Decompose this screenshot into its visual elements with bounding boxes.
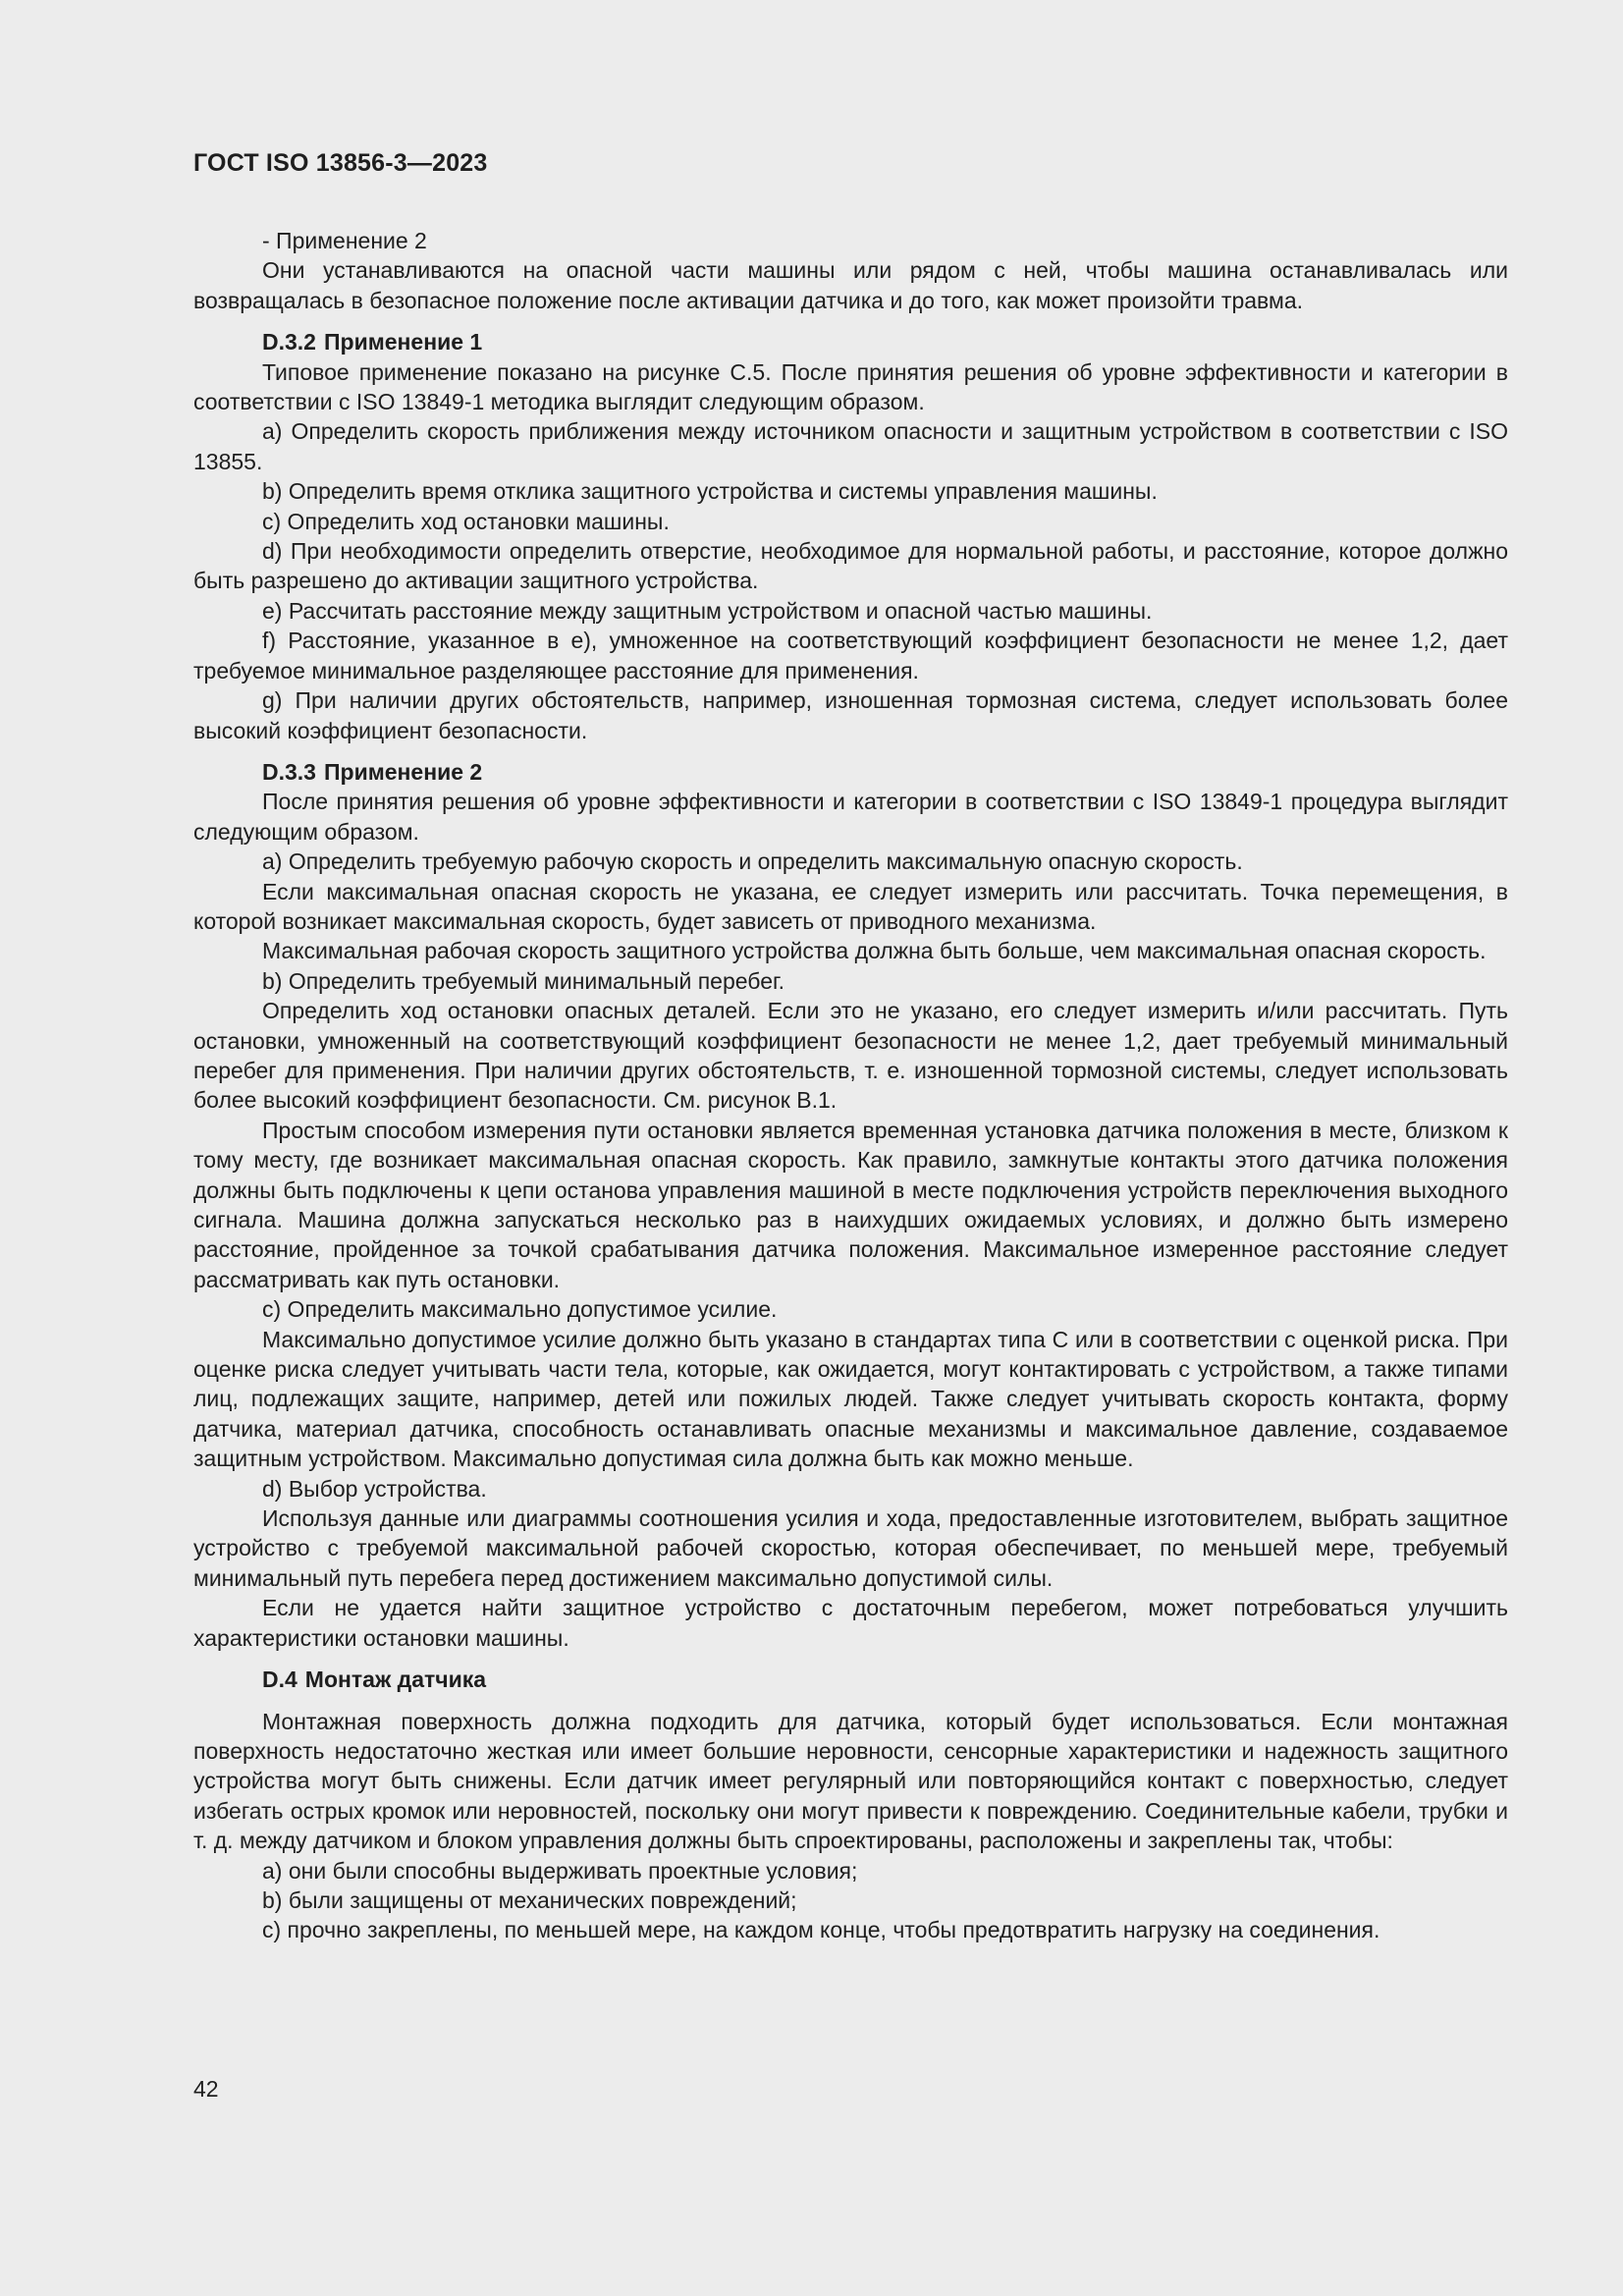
section-number: D.4 bbox=[262, 1667, 298, 1693]
section-title: Применение 2 bbox=[323, 758, 483, 785]
paragraph: Типовое применение показано на рисунке С.5. После принятия решения об уровне эффективности и категории в соответствии с ISO 13849-1 методика выглядит следующим образом. bbox=[193, 358, 1508, 415]
list-item: d) При необходимости определить отверстие, необходимое для нормальной работы, и расстояние, которое должно быть разрешено до активации защитного устройства. bbox=[193, 538, 1508, 594]
section-heading bbox=[193, 327, 1508, 356]
section-title: Монтаж датчика bbox=[304, 1667, 487, 1693]
list-item: f) Расстояние, указанное в е), умноженное на соответствующий коэффициент безопасности не менее 1,2, дает требуемое минимальное разделяющее расстояние для применения. bbox=[193, 628, 1508, 683]
list-item: b) Определить время отклика защитного устройства и системы управления машины. bbox=[262, 478, 1158, 505]
paragraph: После принятия решения об уровне эффективности и категории в соответствии с ISO 13849-1 процедура выглядит следующим образом. bbox=[193, 789, 1508, 845]
paragraph: - Применение 2 bbox=[262, 228, 427, 253]
list-item: d) Выбор устройства. bbox=[262, 1475, 487, 1502]
list-item: c) Определить ход остановки машины. bbox=[262, 508, 670, 534]
section-d-4 bbox=[193, 1665, 1508, 1945]
list-item: b) были защищены от механических повреждений; bbox=[262, 1886, 797, 1913]
list-item: a) Определить требуемую рабочую скорость и определить максимальную опасную скорость. bbox=[262, 848, 1243, 875]
list-item: e) Рассчитать расстояние между защитным устройством и опасной частью машины. bbox=[262, 597, 1153, 624]
section-d-3-3 bbox=[193, 757, 1508, 1653]
list-item: c) Определить максимально допустимое усилие. bbox=[262, 1296, 778, 1323]
list-item: g) При наличии других обстоятельств, например, изношенная тормозная система, следует использовать более высокий коэффициент безопасности. bbox=[193, 687, 1508, 743]
section-number: D.3.2 bbox=[262, 329, 316, 355]
paragraph: Максимальная рабочая скорость защитного устройства должна быть больше, чем максимальная опасная скорость. bbox=[262, 938, 1487, 964]
paragraph: Они устанавливаются на опасной части машины или рядом с ней, чтобы машина останавливалась или возвращалась в безопасное положение после активации датчика и до того, как может произойти травма. bbox=[193, 257, 1508, 313]
list-item: c) прочно закреплены, по меньшей мере, на каждом конце, чтобы предотвратить нагрузку на соединения. bbox=[262, 1917, 1380, 1943]
section-title: Применение 1 bbox=[323, 329, 483, 355]
list-item: a) Определить скорость приближения между источником опасности и защитным устройством в соответствии с ISO 13855. bbox=[193, 418, 1508, 474]
heading-spacer bbox=[193, 1695, 1508, 1707]
section-heading bbox=[193, 757, 1508, 787]
section-d-3-2 bbox=[193, 327, 1508, 745]
paragraph: Монтажная поверхность должна подходить для датчика, который будет использоваться. Если монтажная поверхность недостаточно жесткая или имеет большие неровности, сенсорные характеристики и надежность защитного устройства могут быть снижены. Если датчик имеет регулярный или повторяющийся контакт с поверхностью, следует избегать острых кромок или неровностей, поскольку они могут привести к повреждению. Соединительные кабели, трубки и т. д. между датчиком и блоком управления должны быть спроектированы, расположены и закреплены так, чтобы: bbox=[193, 1708, 1508, 1854]
page-number: 42 bbox=[193, 2076, 219, 2102]
document-body bbox=[193, 226, 1508, 1945]
paragraph: Используя данные или диаграммы соотношения усилия и хода, предоставленные изготовителем, выбрать защитное устройство с требуемой максимальной рабочей скоростью, которая обеспечивает, по меньшей мере, требуемый минимальный путь перебега перед достижением максимально допустимой силы. bbox=[193, 1505, 1508, 1591]
section-heading bbox=[193, 1665, 1508, 1694]
document-header: ГОСТ ISO 13856-3—2023 bbox=[193, 149, 488, 177]
paragraph: Определить ход остановки опасных деталей. Если это не указано, его следует измерить и/или рассчитать. Путь остановки, умноженный на соответствующий коэффициент безопасности не менее 1,2, дает требуемый минимальный перебег для применения. При наличии других обстоятельств, т. е. изношенной тормозной системы, следует использовать более высокий коэффициент безопасности. См. рисунок В.1. bbox=[193, 998, 1508, 1114]
section-intro bbox=[193, 226, 1508, 315]
section-number: D.3.3 bbox=[262, 758, 316, 785]
list-item: b) Определить требуемый минимальный перебег. bbox=[262, 967, 784, 994]
paragraph: Максимально допустимое усилие должно быть указано в стандартах типа С или в соответствии с оценкой риска. При оценке риска следует учитывать части тела, которые, как ожидается, могут контактировать с устройством, а также типами лиц, подлежащих защите, например, детей или пожилых людей. Также следует учитывать скорость контакта, форму датчика, материал датчика, способность останавливать опасные механизмы и максимальное давление, создаваемое защитным устройством. Максимально допустимая сила должна быть как можно меньше. bbox=[193, 1326, 1508, 1472]
paragraph: Если не удается найти защитное устройство с достаточным перебегом, может потребоваться улучшить характеристики остановки машины. bbox=[193, 1595, 1508, 1651]
paragraph: Если максимальная опасная скорость не указана, ее следует измерить или рассчитать. Точка перемещения, в которой возникает максимальная скорость, будет зависеть от приводного механизма. bbox=[193, 878, 1508, 934]
list-item: a) они были способны выдерживать проектные условия; bbox=[262, 1857, 858, 1884]
paragraph: Простым способом измерения пути остановки является временная установка датчика положения в месте, близком к тому месту, где возникает максимальная опасная скорость. Как правило, замкнутые контакты этого датчика положения должны быть подключены к цепи останова управления машиной в месте подключения устройств переключения выходного сигнала. Машина должна запускаться несколько раз в наихудших ожидаемых условиях, и должно быть измерено расстояние, пройденное за точкой срабатывания датчика положения. Максимальное измеренное расстояние следует рассматривать как путь остановки. bbox=[193, 1117, 1508, 1292]
